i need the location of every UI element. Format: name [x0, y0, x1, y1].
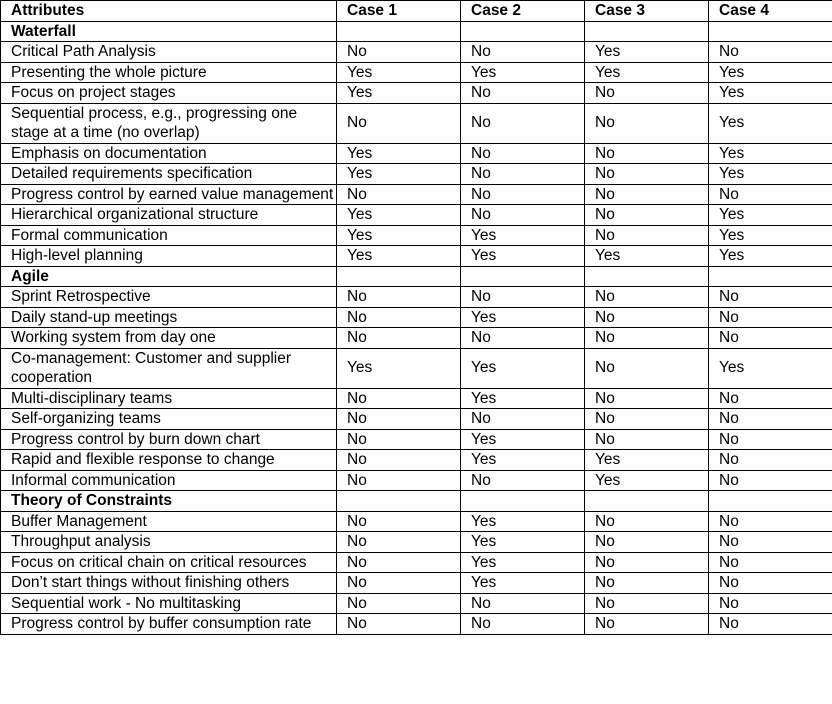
- case-2-cell: Yes: [461, 348, 585, 388]
- case-2-cell: Yes: [461, 552, 585, 573]
- case-3-cell: No: [585, 429, 709, 450]
- case-1-cell: No: [337, 307, 461, 328]
- attribute-cell: Progress control by earned value management: [1, 184, 337, 205]
- case-1-cell: No: [337, 470, 461, 491]
- case-3-cell: No: [585, 532, 709, 553]
- case-4-cell: Yes: [709, 83, 832, 104]
- header-case-1: Case 1: [337, 1, 461, 22]
- case-2-cell: No: [461, 470, 585, 491]
- case-2-cell: No: [461, 83, 585, 104]
- empty-cell: [461, 266, 585, 287]
- attribute-cell: Informal communication: [1, 470, 337, 491]
- case-3-cell: No: [585, 348, 709, 388]
- table-row: [1, 552, 832, 573]
- case-1-cell: No: [337, 328, 461, 349]
- case-1-cell: Yes: [337, 164, 461, 185]
- attribute-cell: Daily stand-up meetings: [1, 307, 337, 328]
- case-3-cell: No: [585, 143, 709, 164]
- case-4-cell: No: [709, 593, 832, 614]
- case-2-cell: Yes: [461, 429, 585, 450]
- table-row: [1, 470, 832, 491]
- case-4-cell: No: [709, 388, 832, 409]
- case-4-cell: No: [709, 287, 832, 308]
- attribute-cell: Sprint Retrospective: [1, 287, 337, 308]
- table-row: [1, 83, 832, 104]
- case-4-cell: Yes: [709, 225, 832, 246]
- attribute-cell: Working system from day one: [1, 328, 337, 349]
- case-1-cell: No: [337, 450, 461, 471]
- case-3-cell: Yes: [585, 450, 709, 471]
- case-4-cell: No: [709, 328, 832, 349]
- table-row: [1, 42, 832, 63]
- attribute-cell: Self-organizing teams: [1, 409, 337, 430]
- case-3-cell: No: [585, 328, 709, 349]
- case-3-cell: No: [585, 409, 709, 430]
- case-3-cell: No: [585, 552, 709, 573]
- empty-cell: [709, 266, 832, 287]
- table-row: [1, 184, 832, 205]
- table-body: [1, 21, 832, 634]
- section-row: [1, 21, 832, 42]
- attribute-cell: Rapid and flexible response to change: [1, 450, 337, 471]
- table-row: [1, 328, 832, 349]
- case-1-cell: No: [337, 287, 461, 308]
- case-2-cell: Yes: [461, 450, 585, 471]
- case-1-cell: No: [337, 388, 461, 409]
- case-1-cell: No: [337, 42, 461, 63]
- case-4-cell: No: [709, 450, 832, 471]
- case-2-cell: Yes: [461, 573, 585, 594]
- table-row: [1, 573, 832, 594]
- case-4-cell: No: [709, 511, 832, 532]
- case-4-cell: Yes: [709, 205, 832, 226]
- case-2-cell: No: [461, 143, 585, 164]
- table-row: [1, 348, 832, 388]
- case-2-cell: Yes: [461, 225, 585, 246]
- attribute-cell: Focus on critical chain on critical resources: [1, 552, 337, 573]
- case-4-cell: Yes: [709, 103, 832, 143]
- attribute-cell: Co-management: Customer and supplier cooperation: [1, 348, 337, 388]
- case-1-cell: Yes: [337, 205, 461, 226]
- case-2-cell: No: [461, 205, 585, 226]
- case-3-cell: No: [585, 225, 709, 246]
- case-4-cell: No: [709, 42, 832, 63]
- section-title: Agile: [1, 266, 337, 287]
- empty-cell: [585, 266, 709, 287]
- case-4-cell: No: [709, 307, 832, 328]
- case-4-cell: No: [709, 552, 832, 573]
- case-1-cell: No: [337, 593, 461, 614]
- header-case-2: Case 2: [461, 1, 585, 22]
- case-1-cell: No: [337, 429, 461, 450]
- case-4-cell: Yes: [709, 246, 832, 267]
- case-4-cell: No: [709, 573, 832, 594]
- table-row: [1, 62, 832, 83]
- header-case-4: Case 4: [709, 1, 832, 22]
- table-row: [1, 614, 832, 635]
- header-case-3: Case 3: [585, 1, 709, 22]
- case-3-cell: No: [585, 593, 709, 614]
- header-attributes: Attributes: [1, 1, 337, 22]
- attribute-cell: High-level planning: [1, 246, 337, 267]
- case-4-cell: Yes: [709, 143, 832, 164]
- empty-cell: [461, 491, 585, 512]
- case-1-cell: Yes: [337, 225, 461, 246]
- case-3-cell: No: [585, 164, 709, 185]
- case-2-cell: Yes: [461, 388, 585, 409]
- section-title: Theory of Constraints: [1, 491, 337, 512]
- case-2-cell: No: [461, 614, 585, 635]
- case-1-cell: No: [337, 552, 461, 573]
- case-2-cell: No: [461, 42, 585, 63]
- empty-cell: [709, 21, 832, 42]
- case-2-cell: Yes: [461, 511, 585, 532]
- attribute-cell: Buffer Management: [1, 511, 337, 532]
- case-1-cell: Yes: [337, 246, 461, 267]
- case-1-cell: Yes: [337, 348, 461, 388]
- empty-cell: [461, 21, 585, 42]
- case-2-cell: No: [461, 287, 585, 308]
- case-1-cell: No: [337, 103, 461, 143]
- case-3-cell: No: [585, 614, 709, 635]
- empty-cell: [585, 491, 709, 512]
- attribute-cell: Focus on project stages: [1, 83, 337, 104]
- case-2-cell: No: [461, 184, 585, 205]
- table-row: [1, 287, 832, 308]
- table-row: [1, 409, 832, 430]
- empty-cell: [337, 266, 461, 287]
- case-1-cell: No: [337, 532, 461, 553]
- attribute-cell: Presenting the whole picture: [1, 62, 337, 83]
- section-title: Waterfall: [1, 21, 337, 42]
- case-3-cell: Yes: [585, 62, 709, 83]
- case-1-cell: Yes: [337, 62, 461, 83]
- case-2-cell: No: [461, 328, 585, 349]
- case-3-cell: No: [585, 573, 709, 594]
- case-4-cell: No: [709, 614, 832, 635]
- case-2-cell: No: [461, 593, 585, 614]
- attribute-cell: Don’t start things without finishing others: [1, 573, 337, 594]
- table-row: [1, 164, 832, 185]
- case-1-cell: No: [337, 184, 461, 205]
- table-row: [1, 307, 832, 328]
- table-row: [1, 450, 832, 471]
- table-row: [1, 143, 832, 164]
- case-1-cell: No: [337, 573, 461, 594]
- case-3-cell: No: [585, 103, 709, 143]
- case-2-cell: No: [461, 409, 585, 430]
- attribute-cell: Sequential work - No multitasking: [1, 593, 337, 614]
- attribute-cell: Multi-disciplinary teams: [1, 388, 337, 409]
- table-row: [1, 511, 832, 532]
- section-row: [1, 266, 832, 287]
- case-3-cell: Yes: [585, 246, 709, 267]
- attribute-cell: Detailed requirements specification: [1, 164, 337, 185]
- table-row: [1, 246, 832, 267]
- empty-cell: [709, 491, 832, 512]
- case-3-cell: No: [585, 287, 709, 308]
- case-4-cell: No: [709, 184, 832, 205]
- table-row: [1, 103, 832, 143]
- case-3-cell: No: [585, 205, 709, 226]
- header-row: [1, 1, 832, 22]
- attribute-cell: Throughput analysis: [1, 532, 337, 553]
- case-1-cell: No: [337, 409, 461, 430]
- case-4-cell: No: [709, 470, 832, 491]
- empty-cell: [337, 491, 461, 512]
- case-3-cell: No: [585, 307, 709, 328]
- case-2-cell: No: [461, 103, 585, 143]
- case-2-cell: Yes: [461, 307, 585, 328]
- empty-cell: [337, 21, 461, 42]
- table-row: [1, 388, 832, 409]
- case-3-cell: Yes: [585, 42, 709, 63]
- case-2-cell: Yes: [461, 246, 585, 267]
- case-4-cell: Yes: [709, 62, 832, 83]
- attribute-cell: Hierarchical organizational structure: [1, 205, 337, 226]
- case-2-cell: No: [461, 164, 585, 185]
- case-2-cell: Yes: [461, 62, 585, 83]
- case-1-cell: Yes: [337, 83, 461, 104]
- table-row: [1, 532, 832, 553]
- attribute-cell: Progress control by burn down chart: [1, 429, 337, 450]
- case-4-cell: No: [709, 429, 832, 450]
- attribute-cell: Progress control by buffer consumption rate: [1, 614, 337, 635]
- attribute-cell: Formal communication: [1, 225, 337, 246]
- table-row: [1, 205, 832, 226]
- empty-cell: [585, 21, 709, 42]
- section-row: [1, 491, 832, 512]
- case-4-cell: No: [709, 409, 832, 430]
- attribute-cell: Sequential process, e.g., progressing one stage at a time (no overlap): [1, 103, 337, 143]
- case-3-cell: No: [585, 511, 709, 532]
- case-4-cell: No: [709, 532, 832, 553]
- case-4-cell: Yes: [709, 164, 832, 185]
- table-row: [1, 225, 832, 246]
- case-2-cell: Yes: [461, 532, 585, 553]
- case-4-cell: Yes: [709, 348, 832, 388]
- table-row: [1, 593, 832, 614]
- case-3-cell: No: [585, 388, 709, 409]
- case-3-cell: No: [585, 83, 709, 104]
- attribute-cell: Critical Path Analysis: [1, 42, 337, 63]
- case-3-cell: No: [585, 184, 709, 205]
- case-3-cell: Yes: [585, 470, 709, 491]
- table-row: [1, 429, 832, 450]
- case-1-cell: Yes: [337, 143, 461, 164]
- case-1-cell: No: [337, 511, 461, 532]
- attribute-cell: Emphasis on documentation: [1, 143, 337, 164]
- case-1-cell: No: [337, 614, 461, 635]
